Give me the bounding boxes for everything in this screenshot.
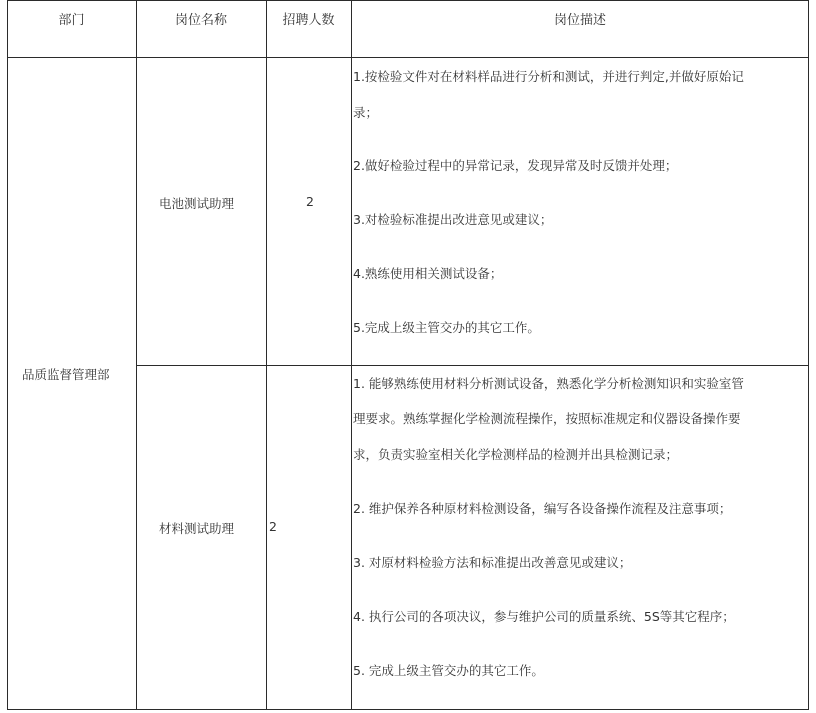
description-line: 4. 执行公司的各项决议，参与维护公司的质量系统、5S等其它程序； [353,609,735,624]
table-border-bottom [7,709,809,710]
recruitment-table [7,0,809,710]
position-name: 电池测试助理 [159,196,235,211]
col-divider-1 [136,0,137,710]
row-divider [136,365,809,366]
description-line: 5.完成上级主管交办的其它工作。 [353,320,540,335]
table-border-right [808,0,809,710]
description-line: 2.做好检验过程中的异常记录，发现异常及时反馈并处理； [353,158,678,173]
description-line: 3.对检验标准提出改进意见或建议； [353,212,553,227]
hire-count: 2 [306,194,314,209]
description-line: 1.按检验文件对在材料样品进行分析和测试，并进行判定,并做好原始记 [353,69,744,84]
position-name: 材料测试助理 [159,521,235,536]
table-border-top [7,0,809,1]
table-border-left [7,0,8,710]
description-line: 5. 完成上级主管交办的其它工作。 [353,663,544,678]
description-line: 4.熟练使用相关测试设备； [353,266,503,281]
header-description: 岗位描述 [553,13,606,28]
header-position: 岗位名称 [174,13,227,28]
description-line: 3. 对原材料检验方法和标准提出改善意见或建议； [353,555,632,570]
description-line: 2. 维护保养各种原材料检测设备，编写各设备操作流程及注意事项； [353,501,732,516]
description-line: 录； [353,105,379,120]
header-count: 招聘人数 [282,13,335,28]
header-dept: 部门 [58,13,85,28]
col-divider-2 [266,0,267,710]
header-bottom-border [7,57,809,58]
description-line: 求，负责实验室相关化学检测样品的检测并出具检测记录； [353,447,679,462]
description-line: 1. 能够熟练使用材料分析测试设备，熟悉化学分析检测知识和实验室管 [353,376,744,391]
col-divider-3 [351,0,352,710]
hire-count: 2 [269,519,277,534]
department-name: 品质监督管理部 [22,367,110,382]
description-line: 理要求。熟练掌握化学检测流程操作，按照标准规定和仪器设备操作要 [353,411,741,426]
